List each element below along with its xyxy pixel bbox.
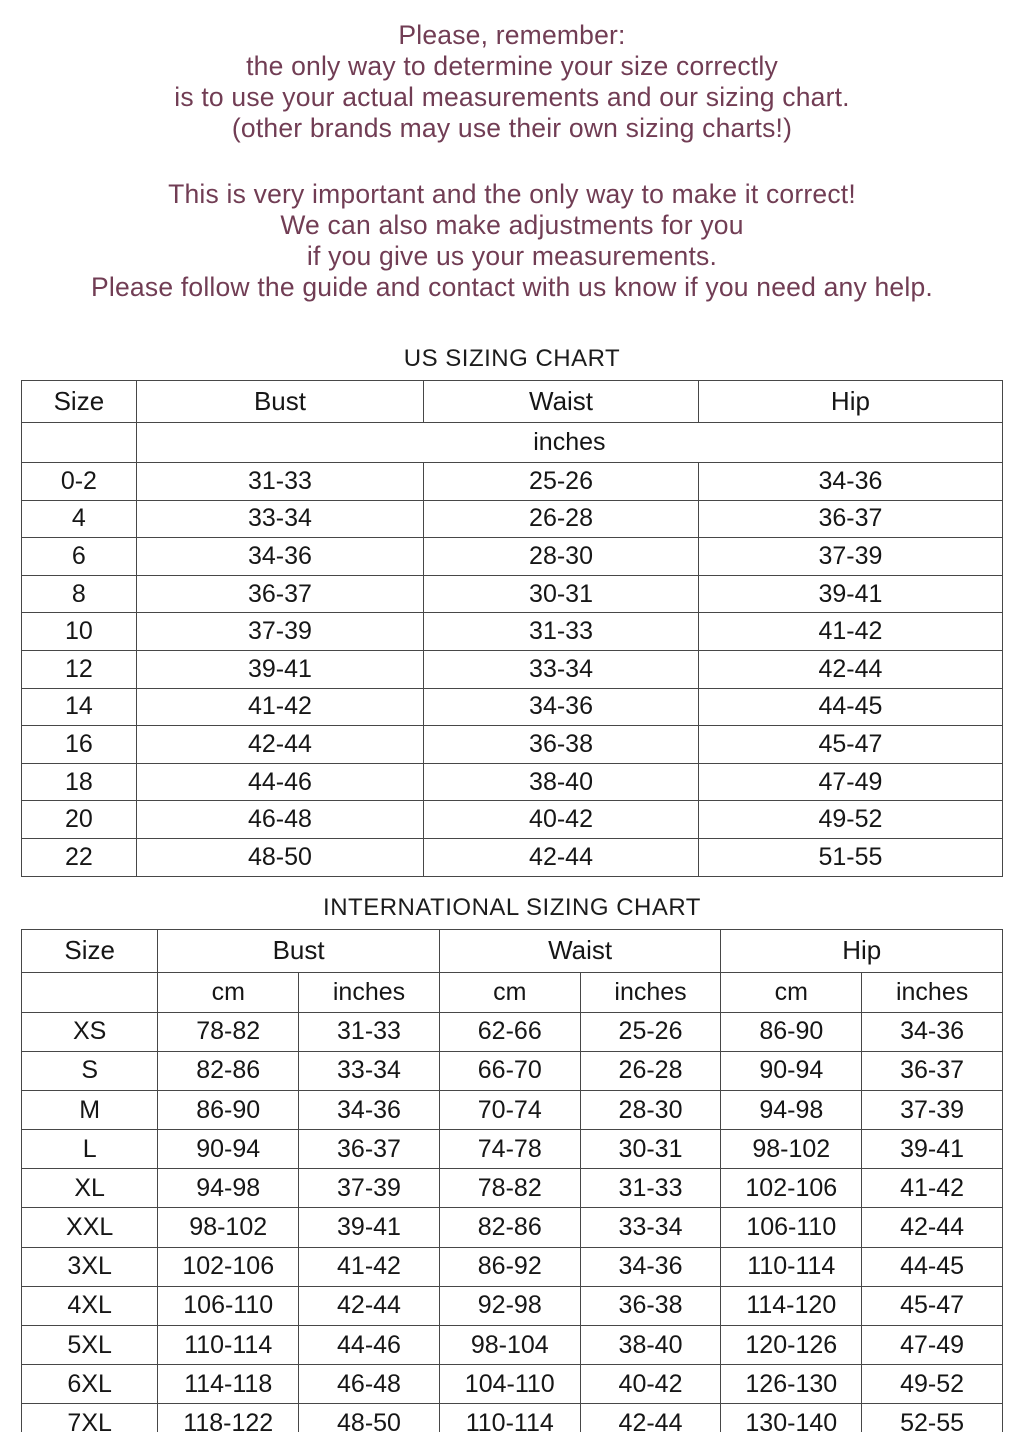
table-row [22, 1208, 1003, 1247]
table-row [22, 650, 1003, 688]
table-unit-row [22, 972, 1003, 1012]
measurement-cell: 39-41 [862, 1130, 1003, 1169]
size-cell: 4XL [22, 1286, 158, 1325]
measurement-cell: 86-92 [439, 1247, 580, 1286]
measurement-cell: 82-86 [439, 1208, 580, 1247]
size-cell: 6XL [22, 1365, 158, 1404]
measurement-cell: 114-120 [721, 1286, 862, 1325]
empty-cell [22, 972, 158, 1012]
intl-chart-title: INTERNATIONAL SIZING CHART [323, 893, 701, 921]
size-cell: M [22, 1090, 158, 1129]
measurement-cell: 70-74 [439, 1090, 580, 1129]
measurement-cell: 45-47 [862, 1286, 1003, 1325]
table-row [22, 1404, 1003, 1432]
measurement-cell: 34-36 [698, 463, 1002, 501]
unit-label-inches: inches [862, 972, 1003, 1012]
measurement-cell: 42-44 [136, 726, 423, 764]
table-row [22, 613, 1003, 651]
table-row [22, 1090, 1003, 1129]
column-header-bust: Bust [136, 381, 423, 423]
measurement-cell: 118-122 [158, 1404, 299, 1432]
measurement-cell: 28-30 [424, 538, 699, 576]
size-cell: 16 [22, 726, 137, 764]
size-cell: XS [22, 1012, 158, 1051]
size-cell: XXL [22, 1208, 158, 1247]
column-header-waist: Waist [439, 929, 721, 972]
measurement-cell: 33-34 [136, 500, 423, 538]
measurement-cell: 47-49 [862, 1326, 1003, 1365]
table-row [22, 1169, 1003, 1208]
table-row [22, 688, 1003, 726]
measurement-cell: 42-44 [862, 1208, 1003, 1247]
measurement-cell: 31-33 [424, 613, 699, 651]
measurement-cell: 98-102 [721, 1130, 862, 1169]
measurement-cell: 86-90 [721, 1012, 862, 1051]
intro-line: Please follow the guide and contact with us know if you need any help. [91, 272, 933, 302]
table-row [22, 1286, 1003, 1325]
measurement-cell: 102-106 [721, 1169, 862, 1208]
table-row [22, 500, 1003, 538]
measurement-cell: 36-37 [862, 1051, 1003, 1090]
measurement-cell: 38-40 [580, 1326, 721, 1365]
empty-cell [22, 423, 137, 463]
measurement-cell: 47-49 [698, 763, 1002, 801]
measurement-cell: 110-114 [158, 1326, 299, 1365]
table-header-row [22, 929, 1003, 972]
measurement-cell: 86-90 [158, 1090, 299, 1129]
measurement-cell: 44-45 [862, 1247, 1003, 1286]
measurement-cell: 25-26 [424, 463, 699, 501]
measurement-cell: 90-94 [158, 1130, 299, 1169]
measurement-cell: 94-98 [721, 1090, 862, 1129]
measurement-cell: 90-94 [721, 1051, 862, 1090]
measurement-cell: 49-52 [862, 1365, 1003, 1404]
measurement-cell: 44-45 [698, 688, 1002, 726]
table-row [22, 1365, 1003, 1404]
measurement-cell: 41-42 [698, 613, 1002, 651]
size-cell: 5XL [22, 1326, 158, 1365]
table-row [22, 801, 1003, 839]
measurement-cell: 106-110 [721, 1208, 862, 1247]
size-cell: 12 [22, 650, 137, 688]
measurement-cell: 46-48 [136, 801, 423, 839]
table-header-row [22, 381, 1003, 423]
size-cell: 4 [22, 500, 137, 538]
measurement-cell: 41-42 [862, 1169, 1003, 1208]
measurement-cell: 34-36 [424, 688, 699, 726]
measurement-cell: 31-33 [299, 1012, 440, 1051]
column-header-waist: Waist [424, 381, 699, 423]
measurement-cell: 31-33 [136, 463, 423, 501]
measurement-cell: 26-28 [424, 500, 699, 538]
table-row [22, 1051, 1003, 1090]
intro-line: We can also make adjustments for you [280, 210, 744, 240]
intro-line: This is very important and the only way to make it correct! [168, 179, 856, 209]
intro-line: the only way to determine your size correctly [246, 51, 778, 81]
measurement-cell: 74-78 [439, 1130, 580, 1169]
measurement-cell: 38-40 [424, 763, 699, 801]
column-header-size: Size [22, 929, 158, 972]
size-cell: 7XL [22, 1404, 158, 1432]
measurement-cell: 78-82 [439, 1169, 580, 1208]
table-row [22, 763, 1003, 801]
measurement-cell: 30-31 [580, 1130, 721, 1169]
measurement-cell: 34-36 [299, 1090, 440, 1129]
measurement-cell: 44-46 [136, 763, 423, 801]
measurement-cell: 37-39 [136, 613, 423, 651]
table-row [22, 726, 1003, 764]
measurement-cell: 44-46 [299, 1326, 440, 1365]
measurement-cell: 48-50 [299, 1404, 440, 1432]
international-sizing-table [21, 929, 1003, 1432]
measurement-cell: 42-44 [424, 838, 699, 876]
size-cell: 14 [22, 688, 137, 726]
measurement-cell: 34-36 [136, 538, 423, 576]
measurement-cell: 25-26 [580, 1012, 721, 1051]
measurement-cell: 94-98 [158, 1169, 299, 1208]
size-cell: S [22, 1051, 158, 1090]
intro-line: if you give us your measurements. [306, 241, 718, 271]
measurement-cell: 126-130 [721, 1365, 862, 1404]
intro-paragraph-1 [0, 20, 1024, 144]
measurement-cell: 52-55 [862, 1404, 1003, 1432]
table-row [22, 1326, 1003, 1365]
size-cell: 8 [22, 575, 137, 613]
size-cell: 18 [22, 763, 137, 801]
measurement-cell: 36-37 [299, 1130, 440, 1169]
us-chart-title: US SIZING CHART [403, 345, 621, 372]
column-header-bust: Bust [158, 929, 440, 972]
measurement-cell: 98-102 [158, 1208, 299, 1247]
column-header-hip: Hip [721, 929, 1003, 972]
table-row [22, 575, 1003, 613]
measurement-cell: 41-42 [299, 1247, 440, 1286]
us-sizing-table [21, 380, 1003, 877]
measurement-cell: 51-55 [698, 838, 1002, 876]
size-cell: 10 [22, 613, 137, 651]
measurement-cell: 48-50 [136, 838, 423, 876]
column-header-size: Size [22, 381, 137, 423]
measurement-cell: 39-41 [136, 650, 423, 688]
unit-label-inches: inches [580, 972, 721, 1012]
column-header-hip: Hip [698, 381, 1002, 423]
measurement-cell: 110-114 [721, 1247, 862, 1286]
size-cell: 0-2 [22, 463, 137, 501]
table-row [22, 838, 1003, 876]
measurement-cell: 130-140 [721, 1404, 862, 1432]
size-cell: XL [22, 1169, 158, 1208]
measurement-cell: 31-33 [580, 1169, 721, 1208]
measurement-cell: 33-34 [299, 1051, 440, 1090]
measurement-cell: 42-44 [299, 1286, 440, 1325]
measurement-cell: 92-98 [439, 1286, 580, 1325]
intro-text-block [0, 0, 1024, 303]
unit-label-cm: cm [439, 972, 580, 1012]
measurement-cell: 40-42 [580, 1365, 721, 1404]
intro-line: (other brands may use their own sizing charts!) [231, 113, 793, 143]
measurement-cell: 34-36 [862, 1012, 1003, 1051]
measurement-cell: 28-30 [580, 1090, 721, 1129]
measurement-cell: 36-38 [580, 1286, 721, 1325]
size-cell: 22 [22, 838, 137, 876]
measurement-cell: 30-31 [424, 575, 699, 613]
unit-label: inches [136, 423, 1002, 463]
table-row [22, 1012, 1003, 1051]
measurement-cell: 37-39 [698, 538, 1002, 576]
measurement-cell: 41-42 [136, 688, 423, 726]
measurement-cell: 39-41 [299, 1208, 440, 1247]
measurement-cell: 49-52 [698, 801, 1002, 839]
measurement-cell: 102-106 [158, 1247, 299, 1286]
size-cell: L [22, 1130, 158, 1169]
unit-label-inches: inches [299, 972, 440, 1012]
intro-line: Please, remember: [398, 20, 626, 50]
measurement-cell: 33-34 [424, 650, 699, 688]
measurement-cell: 62-66 [439, 1012, 580, 1051]
intro-line: is to use your actual measurements and our sizing chart. [174, 82, 850, 112]
measurement-cell: 104-110 [439, 1365, 580, 1404]
table-row [22, 463, 1003, 501]
measurement-cell: 42-44 [580, 1404, 721, 1432]
measurement-cell: 39-41 [698, 575, 1002, 613]
measurement-cell: 36-38 [424, 726, 699, 764]
unit-label-cm: cm [721, 972, 862, 1012]
size-cell: 20 [22, 801, 137, 839]
measurement-cell: 42-44 [698, 650, 1002, 688]
size-cell: 3XL [22, 1247, 158, 1286]
measurement-cell: 37-39 [299, 1169, 440, 1208]
measurement-cell: 33-34 [580, 1208, 721, 1247]
table-row [22, 1130, 1003, 1169]
measurement-cell: 36-37 [136, 575, 423, 613]
measurement-cell: 34-36 [580, 1247, 721, 1286]
measurement-cell: 78-82 [158, 1012, 299, 1051]
measurement-cell: 37-39 [862, 1090, 1003, 1129]
measurement-cell: 45-47 [698, 726, 1002, 764]
table-row [22, 538, 1003, 576]
measurement-cell: 36-37 [698, 500, 1002, 538]
intro-paragraph-2 [0, 179, 1024, 303]
size-cell: 6 [22, 538, 137, 576]
measurement-cell: 46-48 [299, 1365, 440, 1404]
unit-label-cm: cm [158, 972, 299, 1012]
measurement-cell: 98-104 [439, 1326, 580, 1365]
measurement-cell: 40-42 [424, 801, 699, 839]
measurement-cell: 106-110 [158, 1286, 299, 1325]
table-row [22, 1247, 1003, 1286]
measurement-cell: 82-86 [158, 1051, 299, 1090]
measurement-cell: 120-126 [721, 1326, 862, 1365]
measurement-cell: 66-70 [439, 1051, 580, 1090]
table-unit-row [22, 423, 1003, 463]
measurement-cell: 26-28 [580, 1051, 721, 1090]
measurement-cell: 114-118 [158, 1365, 299, 1404]
measurement-cell: 110-114 [439, 1404, 580, 1432]
